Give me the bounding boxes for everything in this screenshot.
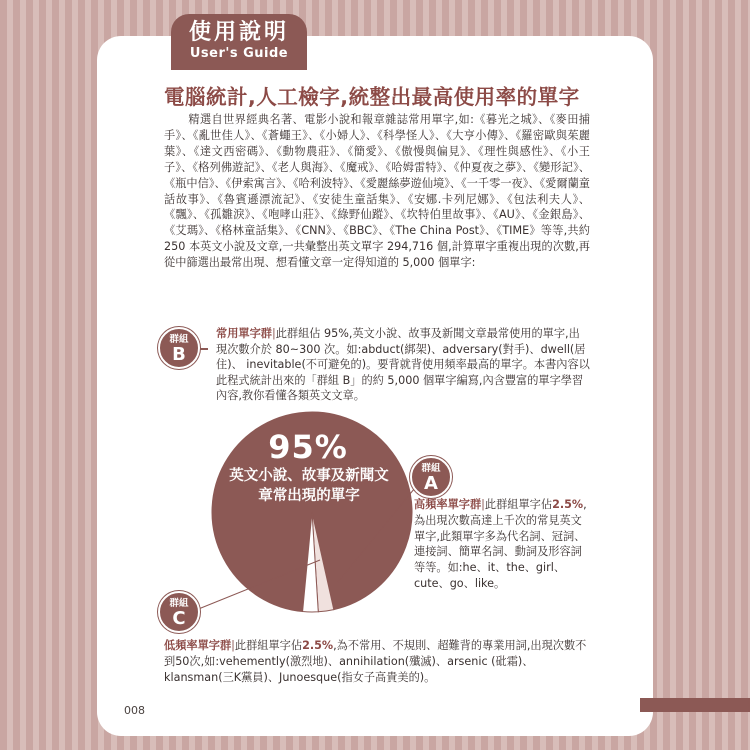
headline: 電腦統計,人工檢字,統整出最高使用率的單字 — [164, 85, 580, 109]
group-a-badge-letter: A — [424, 473, 438, 494]
group-b-name: 常用單字群 — [216, 327, 272, 340]
group-a-name: 高頻率單字群 — [414, 498, 482, 511]
pie-b-percent: 95% — [268, 428, 348, 466]
group-a-description — [414, 497, 590, 592]
group-a-body: ,為出現次數高達上千次的常見英文單字,此類單字多為代名詞、冠詞、連接詞、簡單名詞、動詞及形容詞等等。如:he、it、the、girl、cute、go、like。 — [414, 498, 587, 590]
page-number: 008 — [124, 704, 145, 717]
group-b-badge-letter: B — [172, 344, 186, 365]
group-c-lead: 此群組單字佔 — [234, 639, 303, 652]
group-b-separator: | — [271, 327, 276, 340]
group-c-body: ,為不常用、不規則、超難背的專業用詞,出現次數不到50次,如:vehemently(激烈地)、annihilation(殲滅)、arsenic (砒霜)、klansman(三K黨員)、Junoesque(指女子高貴美的)。 — [164, 639, 587, 684]
guide-title-zh: 使用說明 — [188, 20, 289, 45]
guide-title-en: User's Guide — [189, 46, 289, 61]
group-c-name: 低頻率單字群 — [164, 639, 232, 652]
group-c-badge-label: 群組 — [169, 598, 189, 609]
pie-b-label: 英文小說、故事及新聞文章常出現的單字 — [229, 468, 389, 504]
group-a-lead: 此群組單字佔 — [484, 498, 553, 511]
group-a-badge-label: 群組 — [421, 463, 441, 474]
group-b-body: 此群組佔 95%,英文小說、故事及新聞文章最常使用的單字,出現次數介於 80~300 次。如:abduct(綁架)、adversary(對手)、dwell(居住)、 inevitable(不可避免的)。要背就背使用頻率最高的單字。本書內容以此程式統計出來的「群組 B」的約 5,000 個單字編寫,內含豐富的單字學習內容,教你看懂各類英文文章。 — [216, 327, 590, 403]
group-a-separator: | — [481, 498, 485, 511]
group-c-separator: | — [231, 639, 235, 652]
group-c-badge-letter: C — [172, 608, 186, 629]
group-a-percent: 2.5% — [552, 498, 584, 511]
group-a-badge — [410, 456, 452, 498]
group-c-description — [164, 638, 596, 686]
intro-text: 精選自世界經典名著、電影小說和報章雜誌常用單字,如:《暮光之城》、《麥田捕手》、《亂世佳人》、《蒼蠅王》、《小婦人》、《科學怪人》、《大亨小傳》、《羅密歐與茱麗葉》、《達文西密碼》、《動物農莊》、《簡愛》、《傲慢與偏見》、《理性與感性》、《小王子》、《格列佛遊記》、《老人與海》、《魔戒》、《哈姆雷特》、《仲夏夜之夢》、《變形記》、《瓶中信》、《伊索寓言》、《哈利波特》、《愛麗絲夢遊仙境》、《一千零一夜》、《愛爾蘭童話故事》、《魯賓遜漂流記》、《安徒生童話集》、《安娜.卡列尼娜》、《包法利夫人》、《飄》、《孤雛淚》、《咆哮山莊》、《綠野仙蹤》、《坎特伯里故事》、《AU》、《金銀島》、《艾瑪》、《格林童話集》、《CNN》、《BBC》、《The China Post》、《TIME》等等,共約 250 本英文小說及文章,一共彙整出英文單字 294,716 個,計算單字重複出現的次數,再從中篩選出最常出現、想看懂文章一定得知道的 5,000 個單字: — [164, 113, 590, 270]
group-c-percent: 2.5% — [302, 639, 334, 652]
group-b-badge-label: 群組 — [169, 334, 189, 345]
group-c-badge — [158, 591, 200, 633]
